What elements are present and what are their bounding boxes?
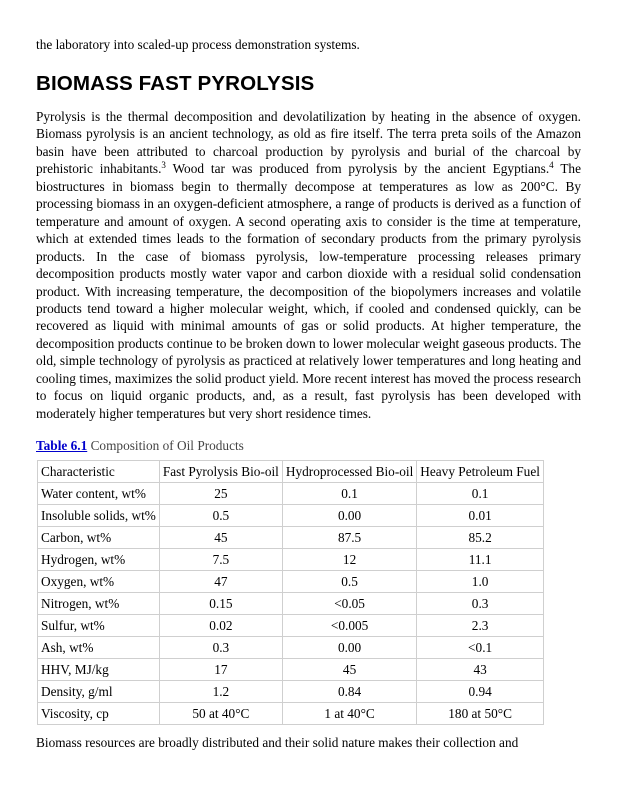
- table-title: Composition of Oil Products: [90, 438, 244, 453]
- row-label: Sulfur, wt%: [38, 615, 160, 637]
- table-row: [38, 703, 544, 725]
- table-cell: 45: [159, 527, 282, 549]
- table-cell: 180 at 50°C: [417, 703, 544, 725]
- row-label: HHV, MJ/kg: [38, 659, 160, 681]
- body-paragraph: [36, 108, 581, 422]
- table-cell: 0.02: [159, 615, 282, 637]
- table-cell: 0.01: [417, 505, 544, 527]
- row-label: Oxygen, wt%: [38, 571, 160, 593]
- table-cell: 11.1: [417, 549, 544, 571]
- row-label: Viscosity, cp: [38, 703, 160, 725]
- table-cell: 45: [282, 659, 416, 681]
- table-row: [38, 527, 544, 549]
- paragraph-part-3: The biostructures in biomass begin to thermally decompose at temperatures as low as 200°C. By processing biomass in an oxygen-deficient atmosphere, a range of products is derived as a function of temperature and amount of oxygen. A second operating axis to consider is the time at temperature, which at extended times leads to the formation of secondary products from the primary pyrolysis products. In the case of biomass pyrolysis, low-temperature processing releases primary decomposition products mostly water vapor and carbon dioxide with a residual solid condensation product. With increasing temperature, the decomposition of the biopolymers increases and volatile products tend toward a higher molecular weight, which, if cooled and condensed quickly, can be recovered as liquid with minimal amounts of gas or solid products. At higher temperature, the decomposition products continue to be broken down to lower molecular weight gaseous products. The old, simple technology of pyrolysis as practiced at relatively lower temperatures and long heating and cooling times, maximizes the solid product yield. More recent interest has moved the process research to focus on liquid organic products, and, as a result, fast pyrolysis has been developed with moderately higher temperatures but very short residence times.: [36, 161, 581, 421]
- lead-text: the laboratory into scaled-up process demonstration systems.: [36, 37, 360, 52]
- table-cell: 0.15: [159, 593, 282, 615]
- table-cell: 17: [159, 659, 282, 681]
- row-label: Carbon, wt%: [38, 527, 160, 549]
- table-cell: 85.2: [417, 527, 544, 549]
- table-row: [38, 615, 544, 637]
- reference-3[interactable]: 3: [161, 160, 166, 171]
- table-row: [38, 505, 544, 527]
- table-cell: 12: [282, 549, 416, 571]
- column-header: Fast Pyrolysis Bio-oil: [159, 461, 282, 483]
- row-label: Density, g/ml: [38, 681, 160, 703]
- table-cell: 47: [159, 571, 282, 593]
- row-label: Ash, wt%: [38, 637, 160, 659]
- table-cell: <0.005: [282, 615, 416, 637]
- table-cell: 1.0: [417, 571, 544, 593]
- table-cell: 43: [417, 659, 544, 681]
- table-cell: <0.05: [282, 593, 416, 615]
- table-cell: 0.1: [282, 483, 416, 505]
- table-row: [38, 681, 544, 703]
- table-cell: 1.2: [159, 681, 282, 703]
- row-label: Water content, wt%: [38, 483, 160, 505]
- table-number-link[interactable]: Table 6.1: [36, 438, 88, 453]
- table-row: [38, 483, 544, 505]
- row-label: Nitrogen, wt%: [38, 593, 160, 615]
- table-cell: 1 at 40°C: [282, 703, 416, 725]
- table-cell: 50 at 40°C: [159, 703, 282, 725]
- table-cell: 0.3: [417, 593, 544, 615]
- table-cell: <0.1: [417, 637, 544, 659]
- row-label: Insoluble solids, wt%: [38, 505, 160, 527]
- table-cell: 0.84: [282, 681, 416, 703]
- table-cell: 7.5: [159, 549, 282, 571]
- table-row: [38, 549, 544, 571]
- table-row: [38, 571, 544, 593]
- table-caption: [36, 438, 244, 454]
- column-header: Heavy Petroleum Fuel: [417, 461, 544, 483]
- table-header-row: [38, 461, 544, 483]
- table-cell: 0.1: [417, 483, 544, 505]
- paragraph-part-2: Wood tar was produced from pyrolysis by the ancient Egyptians.: [165, 161, 550, 177]
- table-row: [38, 637, 544, 659]
- table-row: [38, 659, 544, 681]
- section-heading: BIOMASS FAST PYROLYSIS: [36, 72, 315, 95]
- table-cell: 0.3: [159, 637, 282, 659]
- paragraph-part-1: Pyrolysis is the thermal decomposition and devolatilization by heating in the absence of oxygen. Biomass pyrolysis is an ancient technology, as old as fire itself. The terra preta soils of the Amazon basin have been attributed to charcoal production by pyrolysis and burial of the charcoal by prehistoric inhabitants.: [36, 109, 581, 177]
- table-cell: 0.94: [417, 681, 544, 703]
- table-cell: 25: [159, 483, 282, 505]
- reference-4[interactable]: 4: [549, 160, 554, 171]
- table-cell: 0.00: [282, 637, 416, 659]
- column-header: Characteristic: [38, 461, 160, 483]
- column-header: Hydroprocessed Bio-oil: [282, 461, 416, 483]
- table-cell: 0.5: [159, 505, 282, 527]
- table-cell: 0.5: [282, 571, 416, 593]
- table-cell: 0.00: [282, 505, 416, 527]
- oil-composition-table: [37, 460, 544, 725]
- tail-text: Biomass resources are broadly distributed and their solid nature makes their collection and: [36, 735, 519, 750]
- table-row: [38, 593, 544, 615]
- table-cell: 2.3: [417, 615, 544, 637]
- row-label: Hydrogen, wt%: [38, 549, 160, 571]
- table-cell: 87.5: [282, 527, 416, 549]
